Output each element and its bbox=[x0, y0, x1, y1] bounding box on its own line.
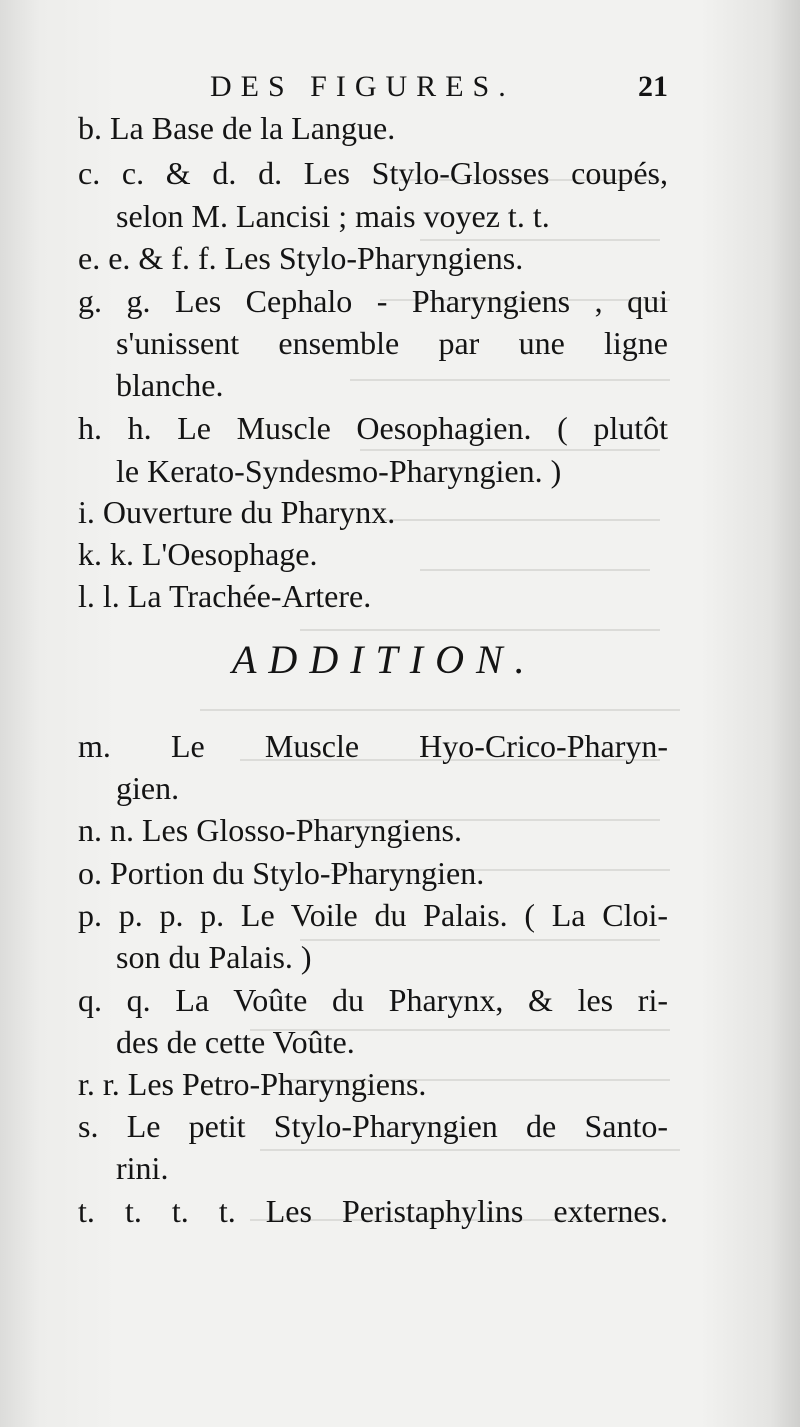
running-header: DES FIGURES. bbox=[210, 70, 515, 103]
legend-line: l. l. La Trachée-Artere. bbox=[78, 578, 372, 614]
legend-line: i. Ouverture du Pharynx. bbox=[78, 494, 396, 530]
addition-line: m. Le Muscle Hyo-Crico-Pharyn- bbox=[78, 728, 668, 764]
addition-line: r. r. Les Petro-Pharyngiens. bbox=[78, 1066, 427, 1102]
addition-line: o. Portion du Stylo-Pharyngien. bbox=[78, 855, 485, 891]
addition-line: gien. bbox=[116, 770, 180, 806]
page-number: 21 bbox=[638, 70, 668, 103]
legend-line: e. e. & f. f. Les Stylo-Pharyngiens. bbox=[78, 240, 524, 276]
addition-line: p. p. p. p. Le Voile du Palais. ( La Cloi- bbox=[78, 897, 668, 933]
legend-line: b. La Base de la Langue. bbox=[78, 110, 396, 146]
legend-line: selon M. Lancisi ; mais voyez t. t. bbox=[116, 198, 550, 234]
addition-line: des de cette Voûte. bbox=[116, 1024, 355, 1060]
legend-line: le Kerato-Syndesmo-Pharyngien. ) bbox=[116, 453, 562, 489]
addition-line: q. q. La Voûte du Pharynx, & les ri- bbox=[78, 982, 668, 1018]
addition-line: n. n. Les Glosso-Pharyngiens. bbox=[78, 812, 462, 848]
legend-line: k. k. L'Oesophage. bbox=[78, 536, 318, 572]
legend-line: c. c. & d. d. Les Stylo-Glosses coupés, bbox=[78, 155, 668, 191]
addition-line: rini. bbox=[116, 1150, 169, 1186]
addition-heading: ADDITION. bbox=[232, 637, 537, 682]
addition-line: s. Le petit Stylo-Pharyngien de Santo- bbox=[78, 1108, 668, 1144]
addition-line: t. t. t. t. Les Peristaphylins externes. bbox=[78, 1193, 668, 1229]
legend-line: blanche. bbox=[116, 367, 224, 403]
addition-line: son du Palais. ) bbox=[116, 939, 312, 975]
legend-line: h. h. Le Muscle Oesophagien. ( plutôt bbox=[78, 410, 668, 446]
legend-line: g. g. Les Cephalo - Pharyngiens , qui bbox=[78, 283, 668, 319]
legend-line: s'unissent ensemble par une ligne bbox=[116, 325, 668, 361]
